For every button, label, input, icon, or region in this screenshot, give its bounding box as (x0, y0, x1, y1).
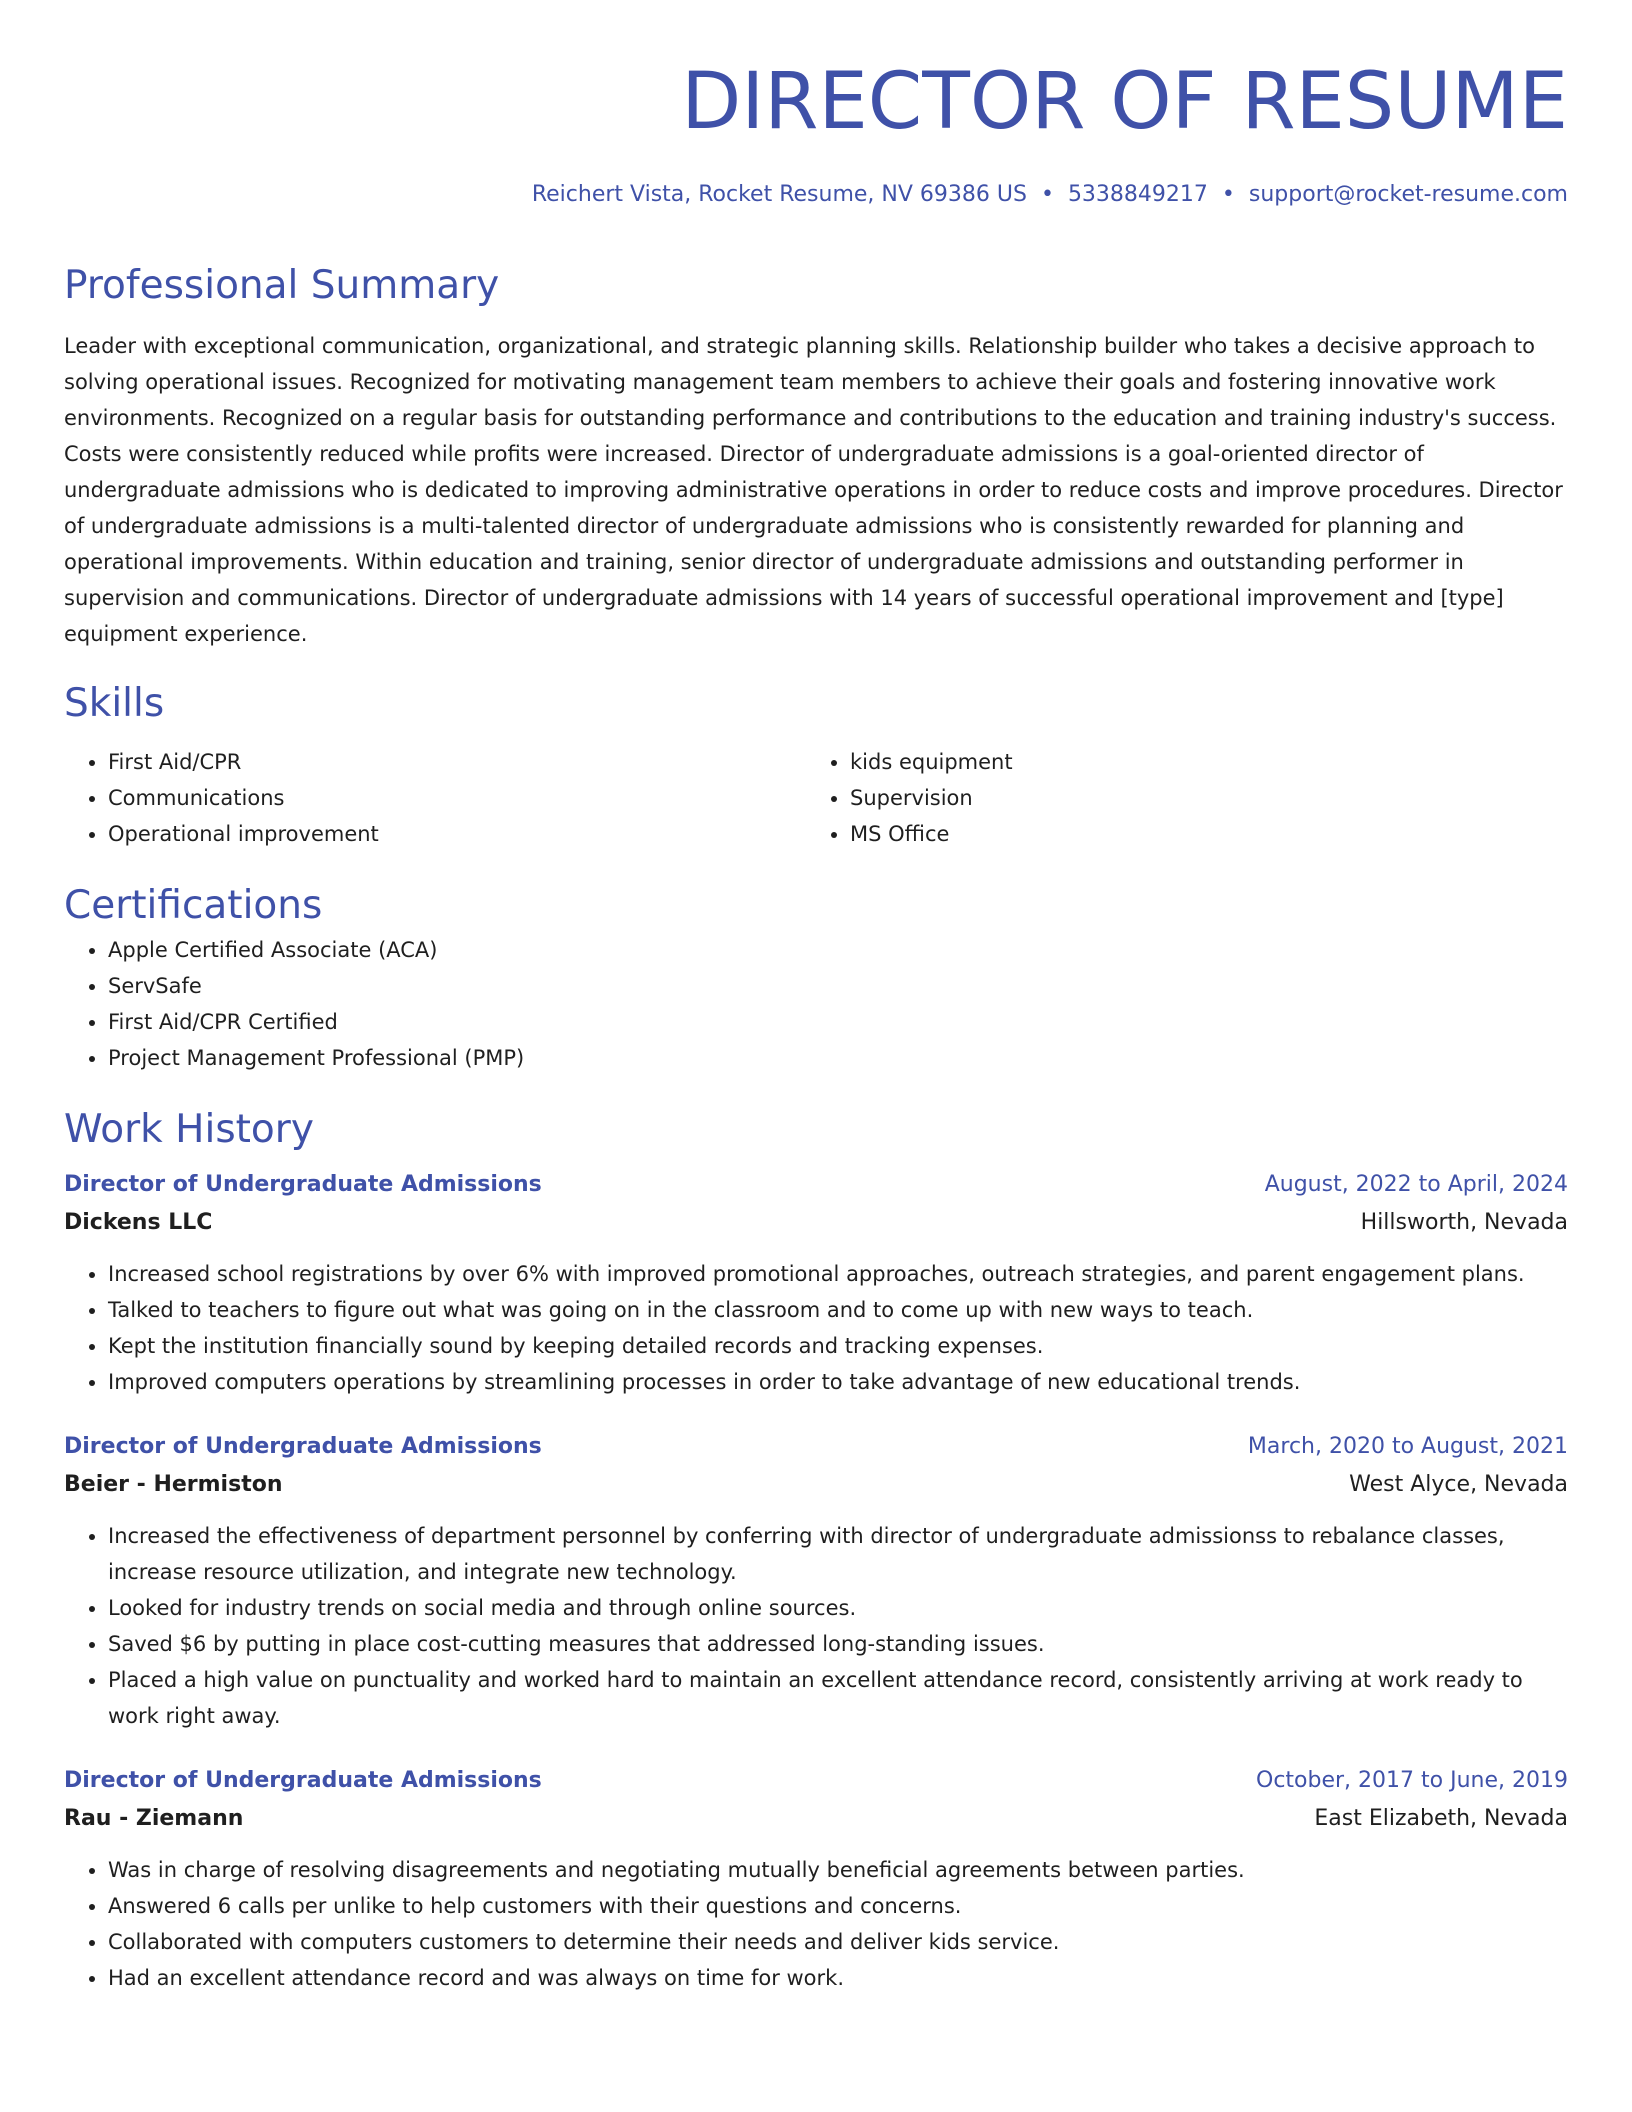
contact-phone: 5338849217 (1067, 182, 1208, 207)
job-dates: March, 2020 to August, 2021 (1247, 1434, 1568, 1459)
job-title-row (64, 1428, 1568, 1466)
skill-item: • kids equipment (850, 744, 1548, 780)
skills-heading: Skills (64, 681, 165, 726)
job-bullets (64, 1518, 1568, 1734)
job-bullet: • Improved computers operations by streamlining processes in order to take advantage of new educational trends. (108, 1364, 1568, 1400)
job-bullet: • Saved $6 by putting in place cost-cutting measures that addressed long-standing issues. (108, 1626, 1568, 1662)
skill-item: • Supervision (850, 780, 1548, 816)
job-bullet: • Increased the effectiveness of department personnel by conferring with director of undergraduate admissionss to rebalance classes, increase resource utilization, and integrate new technology. (108, 1518, 1568, 1590)
contact-email: support@rocket-resume.com (1248, 182, 1568, 207)
job-bullet: • Placed a high value on punctuality and worked hard to maintain an excellent attendance record, consistently arriving at work ready to work right away. (108, 1662, 1568, 1734)
certifications-list (64, 932, 1568, 1076)
job-dates: August, 2022 to April, 2024 (1264, 1172, 1568, 1197)
skills-column-left (64, 744, 806, 852)
certification-item: • ServSafe (108, 968, 1568, 1004)
job-bullet: • Talked to teachers to figure out what was going on in the classroom and to come up with new ways to teach. (108, 1292, 1568, 1328)
skill-item: • Communications (108, 780, 806, 816)
job-entry (64, 1762, 1568, 1996)
job-company-row (64, 1204, 1568, 1242)
skill-item: • Operational improvement (108, 816, 806, 852)
resume-page (64, 0, 1568, 1996)
job-location: East Elizabeth, Nevada (1314, 1806, 1568, 1831)
job-entry (64, 1166, 1568, 1400)
job-company-row (64, 1466, 1568, 1504)
job-dates: October, 2017 to June, 2019 (1256, 1768, 1568, 1793)
job-location: Hillsworth, Nevada (1360, 1210, 1568, 1235)
skill-item: • First Aid/CPR (108, 744, 806, 780)
work-history-heading: Work History (64, 1107, 314, 1152)
certifications-heading: Certifications (64, 883, 323, 928)
job-title: Director of Undergraduate Admissions (64, 1434, 542, 1459)
contact-address: Reichert Vista, Rocket Resume, NV 69386 US (531, 182, 1027, 207)
resume-name: DIRECTOR OF RESUME (681, 57, 1568, 147)
job-bullet: • Collaborated with computers customers to determine their needs and deliver kids service. (108, 1924, 1568, 1960)
job-entry (64, 1428, 1568, 1734)
job-company: Rau - Ziemann (64, 1806, 244, 1831)
job-title: Director of Undergraduate Admissions (64, 1172, 542, 1197)
job-title-row (64, 1166, 1568, 1204)
skill-item: • MS Office (850, 816, 1548, 852)
summary-heading: Professional Summary (64, 263, 500, 308)
job-bullet: • Kept the institution financially sound by keeping detailed records and tracking expenses. (108, 1328, 1568, 1364)
certification-item: • Project Management Professional (PMP) (108, 1040, 1568, 1076)
job-location: West Alyce, Nevada (1349, 1472, 1568, 1497)
summary-text: Leader with exceptional communication, organizational, and strategic planning skills. Relationship builder who takes a decisive approach to solving operational issues. Recognized for motivating management team members to achieve their goals and fostering innovative work environments. Recognized on a regular basis for outstanding performance and contributions to the education and training industry's success. Costs were consistently reduced while profits were increased. Director of undergraduate admissions is a goal-oriented director of undergraduate admissions who is dedicated to improving administrative operations in order to reduce costs and improve procedures. Director of undergraduate admissions is a multi-talented director of undergraduate admissions who is consistently rewarded for planning and operational improvements. Within education and training, senior director of undergraduate admissions and outstanding performer in supervision and communications. Director of undergraduate admissions with 14 years of successful operational improvement and [type] equipment experience. (64, 334, 1563, 646)
skills-column-right (806, 744, 1548, 852)
certification-item: • First Aid/CPR Certified (108, 1004, 1568, 1040)
job-bullet: • Increased school registrations by over 6% with improved promotional approaches, outreach strategies, and parent engagement plans. (108, 1256, 1568, 1292)
certification-item: • Apple Certified Associate (ACA) (108, 932, 1568, 968)
job-company: Beier - Hermiston (64, 1472, 283, 1497)
job-bullets (64, 1852, 1568, 1996)
job-company-row (64, 1800, 1568, 1838)
skills-list (64, 744, 1568, 852)
contact-separator: • (1221, 182, 1235, 207)
job-title-row (64, 1762, 1568, 1800)
job-bullets (64, 1256, 1568, 1400)
contact-line (64, 180, 1568, 210)
job-title: Director of Undergraduate Admissions (64, 1768, 542, 1793)
job-bullet: • Answered 6 calls per unlike to help customers with their questions and concerns. (108, 1888, 1568, 1924)
job-company: Dickens LLC (64, 1210, 213, 1235)
job-bullet: • Had an excellent attendance record and was always on time for work. (108, 1960, 1568, 1996)
contact-separator: • (1040, 182, 1054, 207)
job-bullet: • Was in charge of resolving disagreements and negotiating mutually beneficial agreements between parties. (108, 1852, 1568, 1888)
job-bullet: • Looked for industry trends on social media and through online sources. (108, 1590, 1568, 1626)
